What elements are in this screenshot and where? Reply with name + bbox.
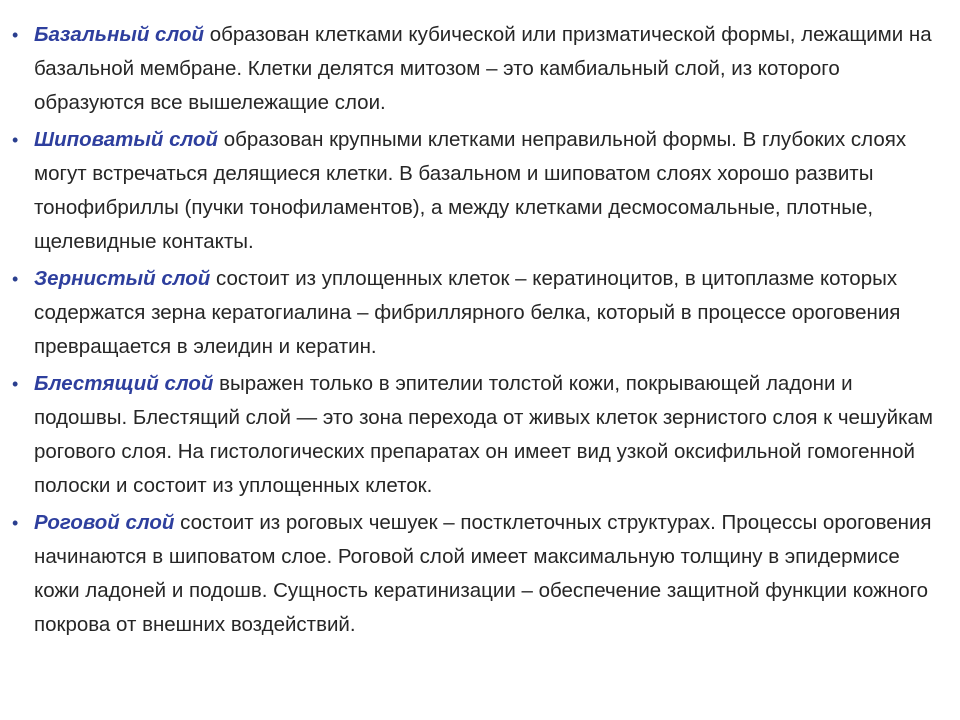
list-item-spinous-layer — [12, 123, 948, 259]
term-granular-layer: Зернистый слой — [34, 267, 211, 290]
bullet-dot-icon: • — [12, 25, 19, 45]
bullet-dot-icon: • — [12, 374, 19, 394]
bullet-dot-icon: • — [12, 269, 19, 289]
list-item-lucid-layer — [12, 367, 948, 503]
description-lucid-layer: выражен только в эпителии толстой кожи, покрывающей ладони и подошвы. Блестящий слой — это зона перехода от живых клеток зернистого слоя к чешуйкам рогового слоя. На гистологических препаратах он имеет вид узкой оксифильной гомогенной полоски и состоит из уплощенных клеток. — [34, 372, 933, 497]
bullet-dot-icon: • — [12, 130, 19, 150]
term-horny-layer: Роговой слой — [34, 511, 175, 534]
description-horny-layer: состоит из роговых чешуек – постклеточных структурах. Процессы ороговения начинаются в шиповатом слое. Роговой слой имеет максимальную толщину в эпидермисе кожи ладоней и подошв. Сущность кератинизации – обеспечение защитной функции кожного покрова от внешних воздействий. — [34, 511, 932, 636]
list-item-basal-layer — [12, 18, 948, 120]
bullet-dot-icon: • — [12, 513, 19, 533]
term-basal-layer: Базальный слой — [34, 23, 204, 46]
description-basal-layer: образован клетками кубической или призматической формы, лежащими на базальной мембране. Клетки делятся митозом – это камбиальный слой, из которого образуются все вышележащие слои. — [34, 23, 932, 114]
list-item-horny-layer — [12, 506, 948, 642]
description-granular-layer: состоит из уплощенных клеток – кератиноцитов, в цитоплазме которых содержатся зерна кератогиалина – фибриллярного белка, который в процессе ороговения превращается в элеидин и кератин. — [34, 267, 901, 358]
list-item-granular-layer — [12, 262, 948, 364]
description-spinous-layer: образован крупными клетками неправильной формы. В глубоких слоях могут встречаться делящиеся клетки. В базальном и шиповатом слоях хорошо развиты тонофибриллы (пучки тонофиламентов), а между клетками десмосомальные, плотные, щелевидные контакты. — [34, 128, 907, 253]
bullet-list — [12, 18, 948, 645]
term-lucid-layer: Блестящий слой — [34, 372, 214, 395]
term-spinous-layer: Шиповатый слой — [34, 128, 219, 151]
